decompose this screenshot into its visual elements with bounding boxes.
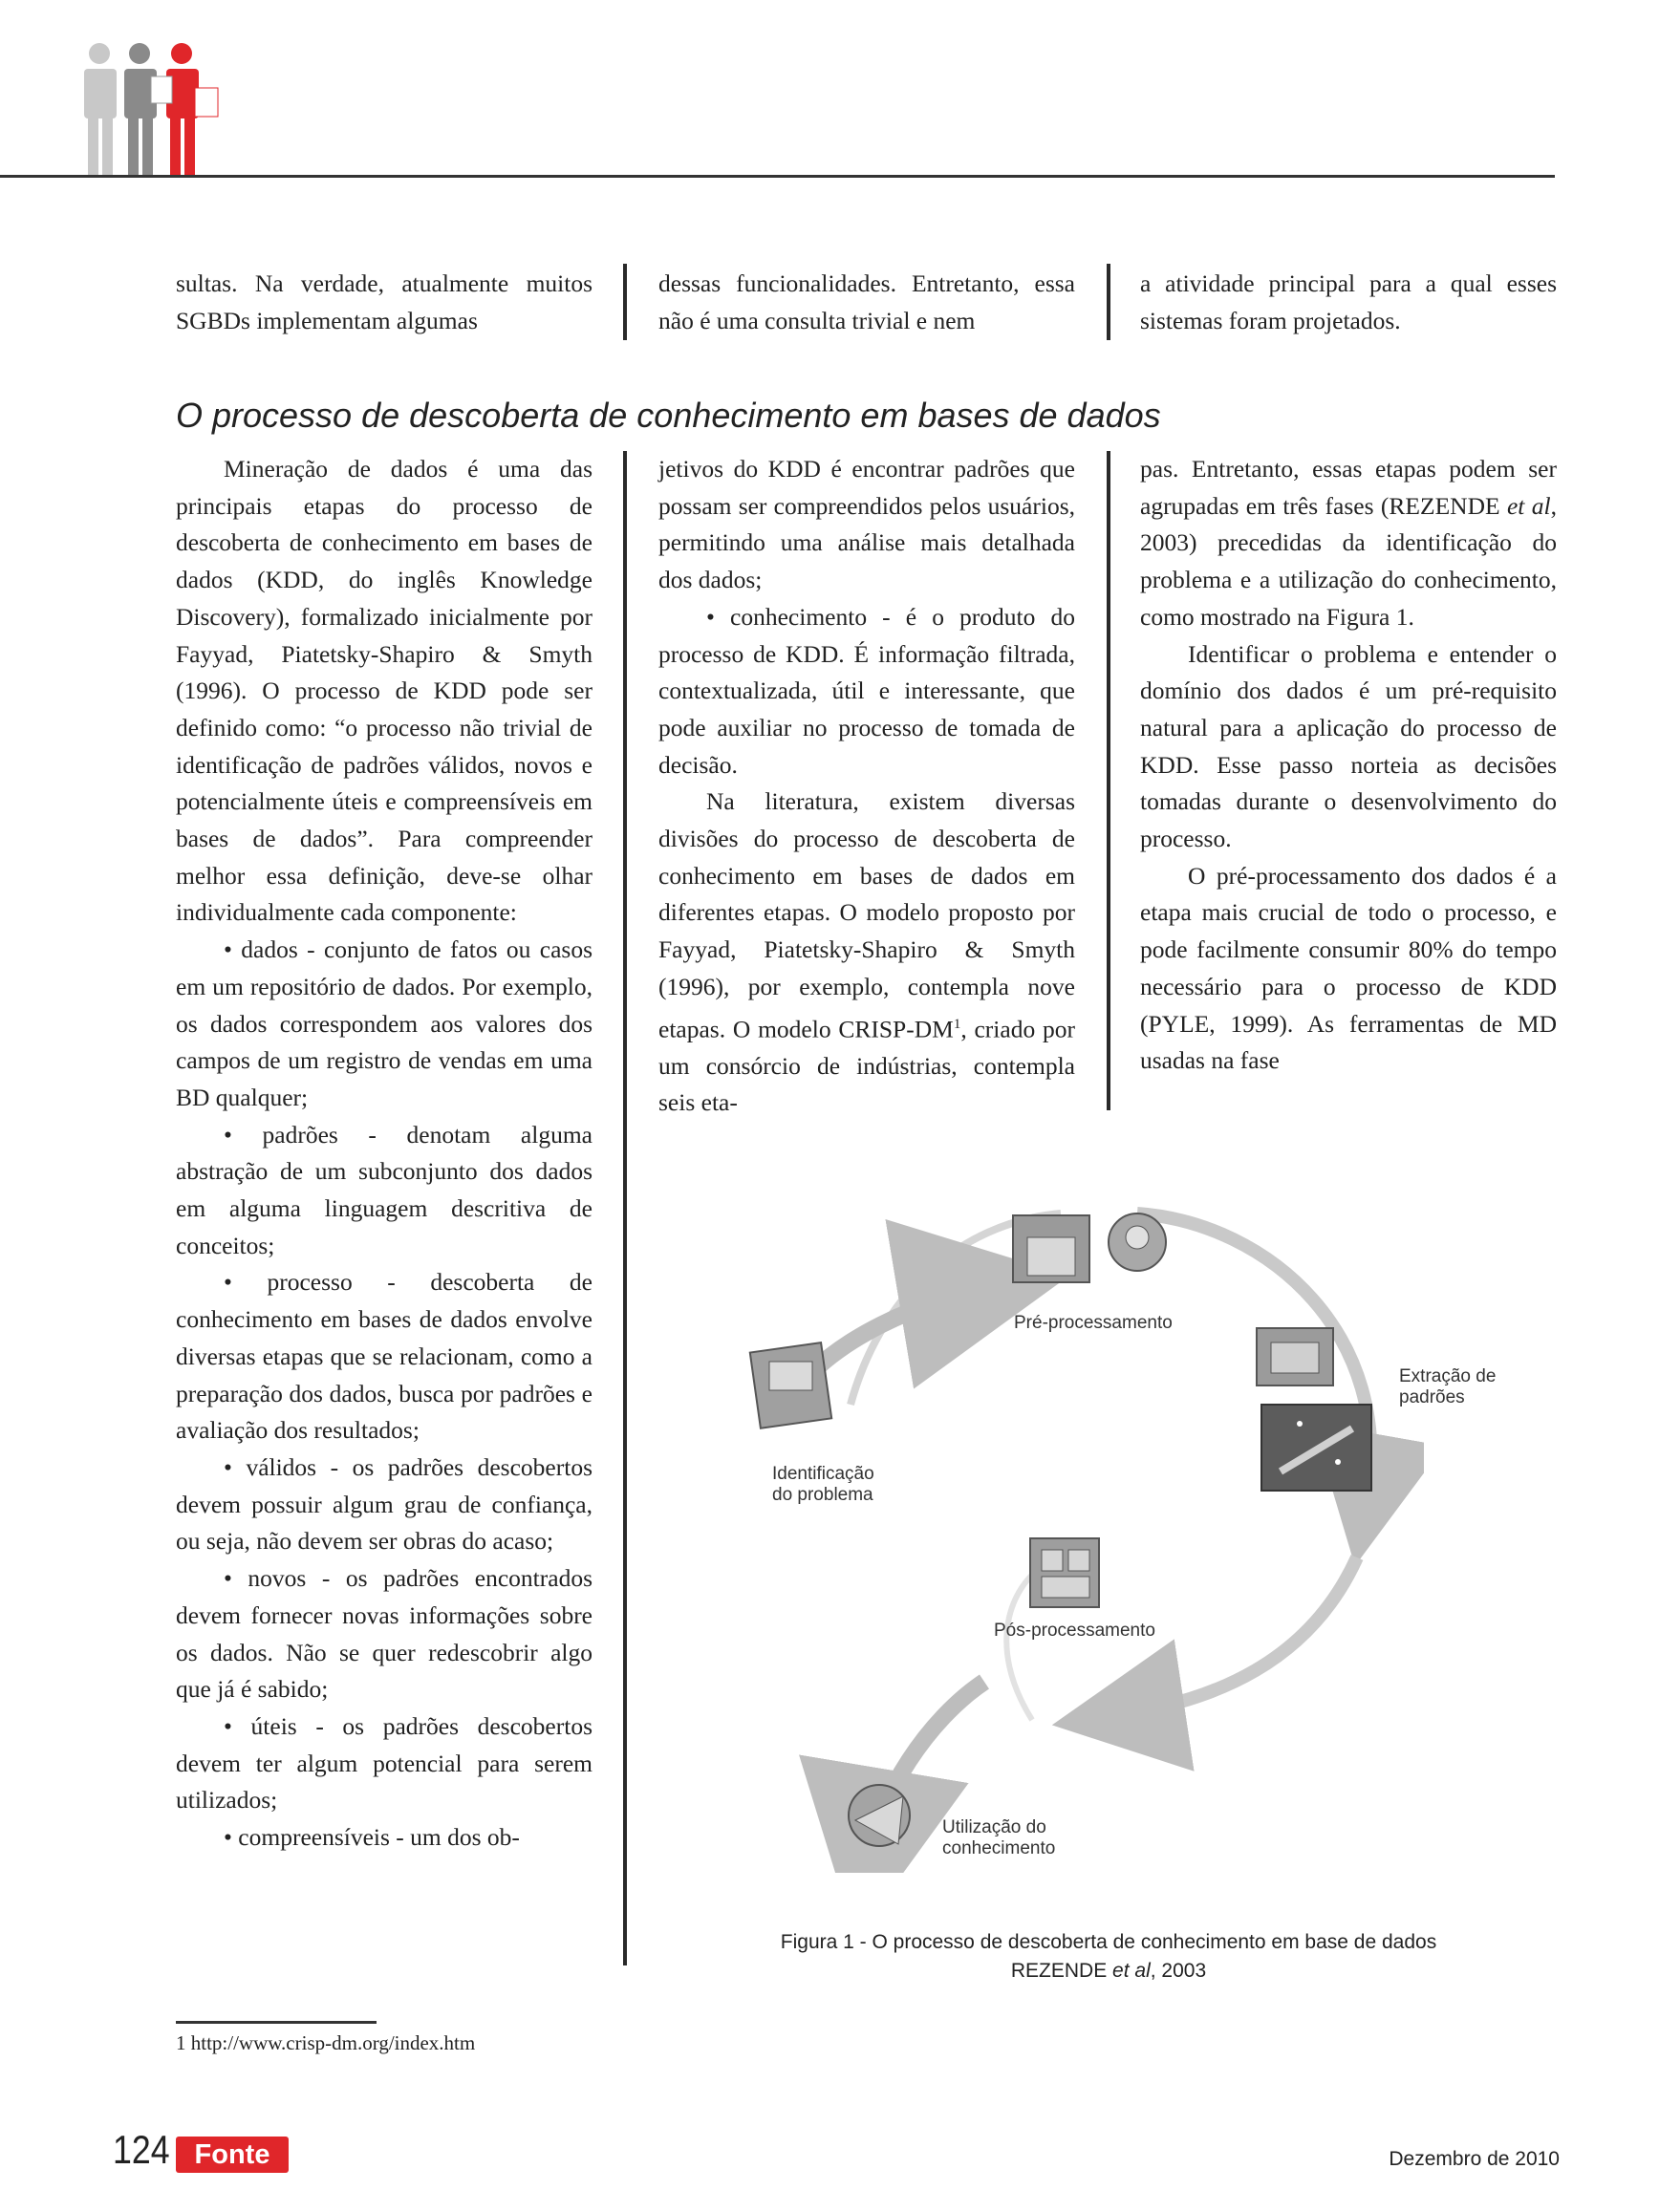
- list-item: • válidos - os padrões descobertos devem possuir algum grau de confiança, ou seja, não devem ser obras do acaso;: [176, 1452, 592, 1556]
- label-knowledge-use-1: Utilização do: [942, 1817, 1046, 1837]
- postprocessing-icon: [1030, 1538, 1099, 1607]
- label-pattern-extraction-2: padrões: [1399, 1387, 1465, 1407]
- list-item: • compreensíveis - um dos ob-: [224, 1823, 520, 1852]
- caption-italic: et al: [1112, 1960, 1151, 1982]
- page-number: 124: [113, 2127, 170, 2172]
- column-divider: [1107, 264, 1110, 340]
- paragraph: [1140, 451, 1557, 636]
- intro-text-1: sultas. Na verdade, atualmente muitos SGBDs implementam algumas: [176, 269, 592, 334]
- article-column-1: [176, 451, 592, 1857]
- list-item: • padrões - denotam alguma abstração de um subconjunto dos dados em alguma linguagem descritiva de conceitos;: [176, 1120, 592, 1259]
- intro-text-2: dessas funcionalidades. Entretanto, essa não é uma consulta trivial e nem: [658, 269, 1075, 334]
- knowledge-use-icon: [849, 1785, 910, 1846]
- column-divider: [623, 451, 627, 1965]
- paragraph: Mineração de dados é uma das principais etapas do processo de descoberta de conhecimento em bases de dados (KDD, do inglês Knowledge Discovery), formalizado inicialmente por Fayyad, Piatetsky-Shapiro & Smyth (1996). O processo de KDD pode ser definido como: “o processo não trivial de identificação de padrões válidos, novos e potencialmente úteis e compreensíveis em bases de dados”. Para compreender melhor essa definição, deve-se olhar individualmente cada componente:: [176, 455, 592, 927]
- issue-date: Dezembro de 2010: [1389, 2148, 1560, 2170]
- caption-text: , 2003: [1150, 1960, 1207, 1982]
- brand-logo: Fonte: [194, 2139, 270, 2170]
- label-knowledge-use-2: conhecimento: [942, 1838, 1056, 1858]
- label-problem-identification-1: Identificação: [772, 1464, 874, 1484]
- list-item: • úteis - os padrões descobertos devem ter algum potencial para serem utilizados;: [176, 1711, 592, 1815]
- paragraph: Identificar o problema e entender o domínio dos dados é um pré-requisito natural para a aplicação do processo de KDD. Esse passo norteia as decisões tomadas durante o desenvolvimento do processo.: [1140, 639, 1557, 853]
- label-postprocessing: Pós-processamento: [994, 1621, 1155, 1641]
- footnote-ref: 1: [953, 1016, 961, 1032]
- problem-identification-icon: [750, 1342, 831, 1428]
- list-item: • novos - os padrões encontrados devem fornecer novas informações sobre os dados. Não se quer redescobrir algo que já é sabido;: [176, 1564, 592, 1704]
- intro-column-1: [176, 266, 592, 339]
- label-pattern-extraction-1: Extração de: [1399, 1366, 1497, 1386]
- header-rule: [0, 175, 1555, 178]
- intro-column-2: [658, 266, 1075, 339]
- list-item: • processo - descoberta de conhecimento em bases de dados envolve diversas etapas que se relacionam, como a preparação dos dados, busca por padrões e avaliação dos resultados;: [176, 1268, 592, 1445]
- paragraph: O pré-processamento dos dados é a etapa mais crucial de todo o processo, e pode facilmente consumir 80% do tempo necessário para o processo de KDD (PYLE, 1999). As ferramentas de MD usadas na fase: [1140, 861, 1557, 1075]
- kdd-process-diagram: [736, 1185, 1424, 1873]
- label-preprocessing: Pré-processamento: [1014, 1313, 1173, 1333]
- intro-column-3: [1140, 266, 1557, 339]
- preprocessing-icon: [1013, 1213, 1166, 1282]
- three-people-icon: [76, 40, 229, 179]
- paragraph-text: pas. Entretanto, essas etapas podem ser agrupadas em três fases (REZENDE: [1140, 455, 1557, 520]
- paragraph-text: , 2003) precedidas da identificação do problema e a utilização do conhecimento, como mostrado na Figura 1.: [1140, 491, 1558, 631]
- label-problem-identification-2: do problema: [772, 1485, 873, 1505]
- caption-line-2: [707, 1957, 1510, 1986]
- paragraph-text: , criado por um consórcio de indústrias, contempla seis eta-: [658, 1015, 1075, 1117]
- paragraph-text: Na literatura, existem diversas divisões do processo de descoberta de conhecimento em bases de dados em diferentes etapas. O modelo proposto por Fayyad, Piatetsky-Shapiro & Smyth (1996), por exemplo, contempla nove etapas. O modelo CRISP-DM: [658, 787, 1075, 1043]
- paragraph: jetivos do KDD é encontrar padrões que possam ser compreendidos pelos usuários, permitindo uma análise mais detalhada dos dados;: [658, 455, 1075, 594]
- paragraph-italic: et al: [1506, 491, 1551, 520]
- article-column-3: [1140, 451, 1557, 1080]
- intro-text-3: a atividade principal para a qual esses sistemas foram projetados.: [1140, 269, 1557, 334]
- footnote: 1 http://www.crisp-dm.org/index.htm: [176, 2031, 476, 2054]
- article-column-2: [658, 451, 1075, 1122]
- footnote-rule: [176, 2021, 377, 2024]
- paragraph: [658, 784, 1075, 1122]
- caption-text: REZENDE: [1010, 1960, 1113, 1982]
- caption-line-1: Figura 1 - O processo de descoberta de conhecimento em base de dados: [780, 1931, 1437, 1953]
- list-item: • conhecimento - é o produto do processo de KDD. É informação filtrada, contextualizada, útil e interessante, que pode auxiliar no processo de tomada de decisão.: [658, 602, 1075, 779]
- figure-caption: [707, 1928, 1510, 1986]
- list-item: • dados - conjunto de fatos ou casos em um repositório de dados. Por exemplo, os dados correspondem aos valores dos campos de um registro de vendas em uma BD qualquer;: [176, 935, 592, 1111]
- column-divider: [623, 264, 627, 340]
- column-divider: [1107, 451, 1110, 1110]
- section-heading: O processo de descoberta de conhecimento em bases de dados: [176, 396, 1161, 435]
